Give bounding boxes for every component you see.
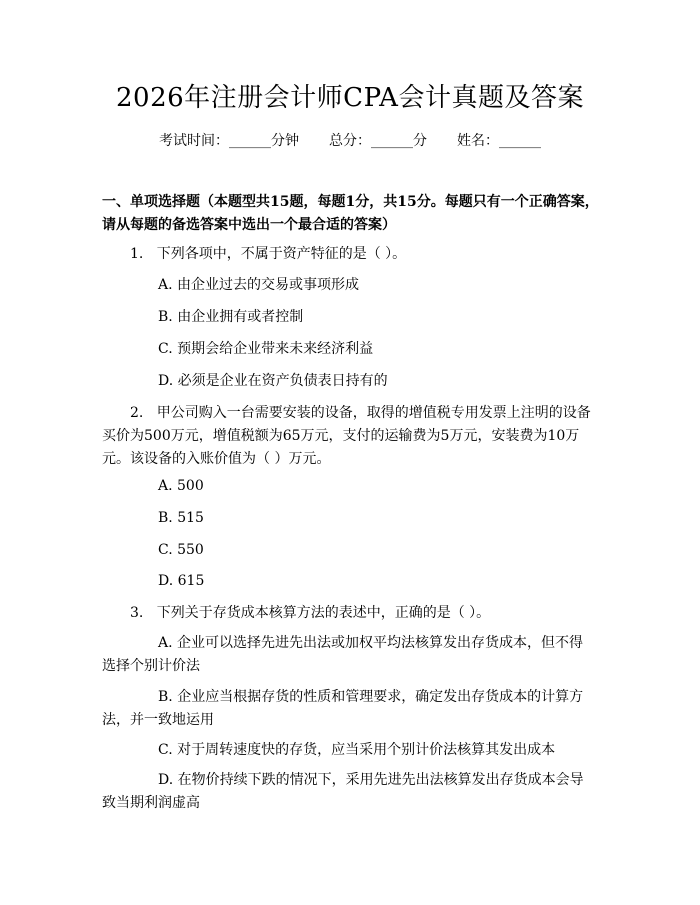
question-1-option-a: A. 由企业过去的交易或事项形成: [158, 277, 360, 293]
question-1-option-b: B. 由企业拥有或者控制: [158, 309, 304, 325]
name-field: 姓名：______: [457, 133, 541, 149]
question-3-option-c: C. 对于周转速度快的存货，应当采用个别计价法核算其发出成本: [158, 742, 556, 758]
page-title: 2026年注册会计师CPA会计真题及答案: [116, 83, 584, 113]
question-3-option-a: A. 企业可以选择先进先出法或加权平均法核算发出存货成本，但不得选择个别计价法: [102, 635, 584, 674]
question-2-option-c: C. 550: [158, 542, 204, 558]
question-1-option-d: D. 必须是企业在资产负债表日持有的: [158, 373, 388, 389]
question-2-option-b: B. 515: [158, 510, 204, 526]
question-3-option-b: B. 企业应当根据存货的性质和管理要求，确定发出存货成本的计算方法，并一致地运用: [102, 689, 584, 728]
exam-info: [0, 131, 700, 151]
question-1-option-c: C. 预期会给企业带来未来经济利益: [158, 341, 374, 357]
total-score-field: 总分：______分: [329, 133, 427, 149]
question-3-option-d: D. 在物价持续下跌的情况下，采用先进先出法核算发出存货成本会导致当期利润虚高: [102, 772, 584, 811]
question-3-stem: 3. 下列关于存货成本核算方法的表述中，正确的是（ ）。: [130, 605, 491, 621]
question-2-stem: 2. 甲公司购入一台需要安装的设备，取得的增值税专用发票上注明的设备买价为500万元，增值税额为65万元，支付的运输费为5万元，安装费为10万元。该设备的入账价值为（ ）万元。: [102, 405, 591, 467]
question-2-option-d: D. 615: [158, 573, 205, 589]
exam-time-field: 考试时间：______分钟: [159, 133, 299, 149]
section-heading: 一、单项选择题（本题型共15题，每题1分，共15分。每题只有一个正确答案，请从每题的备选答案中选出一个最合适的答案）: [102, 194, 599, 233]
question-1-stem: 1. 下列各项中，不属于资产特征的是（ ）。: [130, 246, 407, 262]
question-2-option-a: A. 500: [158, 478, 204, 494]
